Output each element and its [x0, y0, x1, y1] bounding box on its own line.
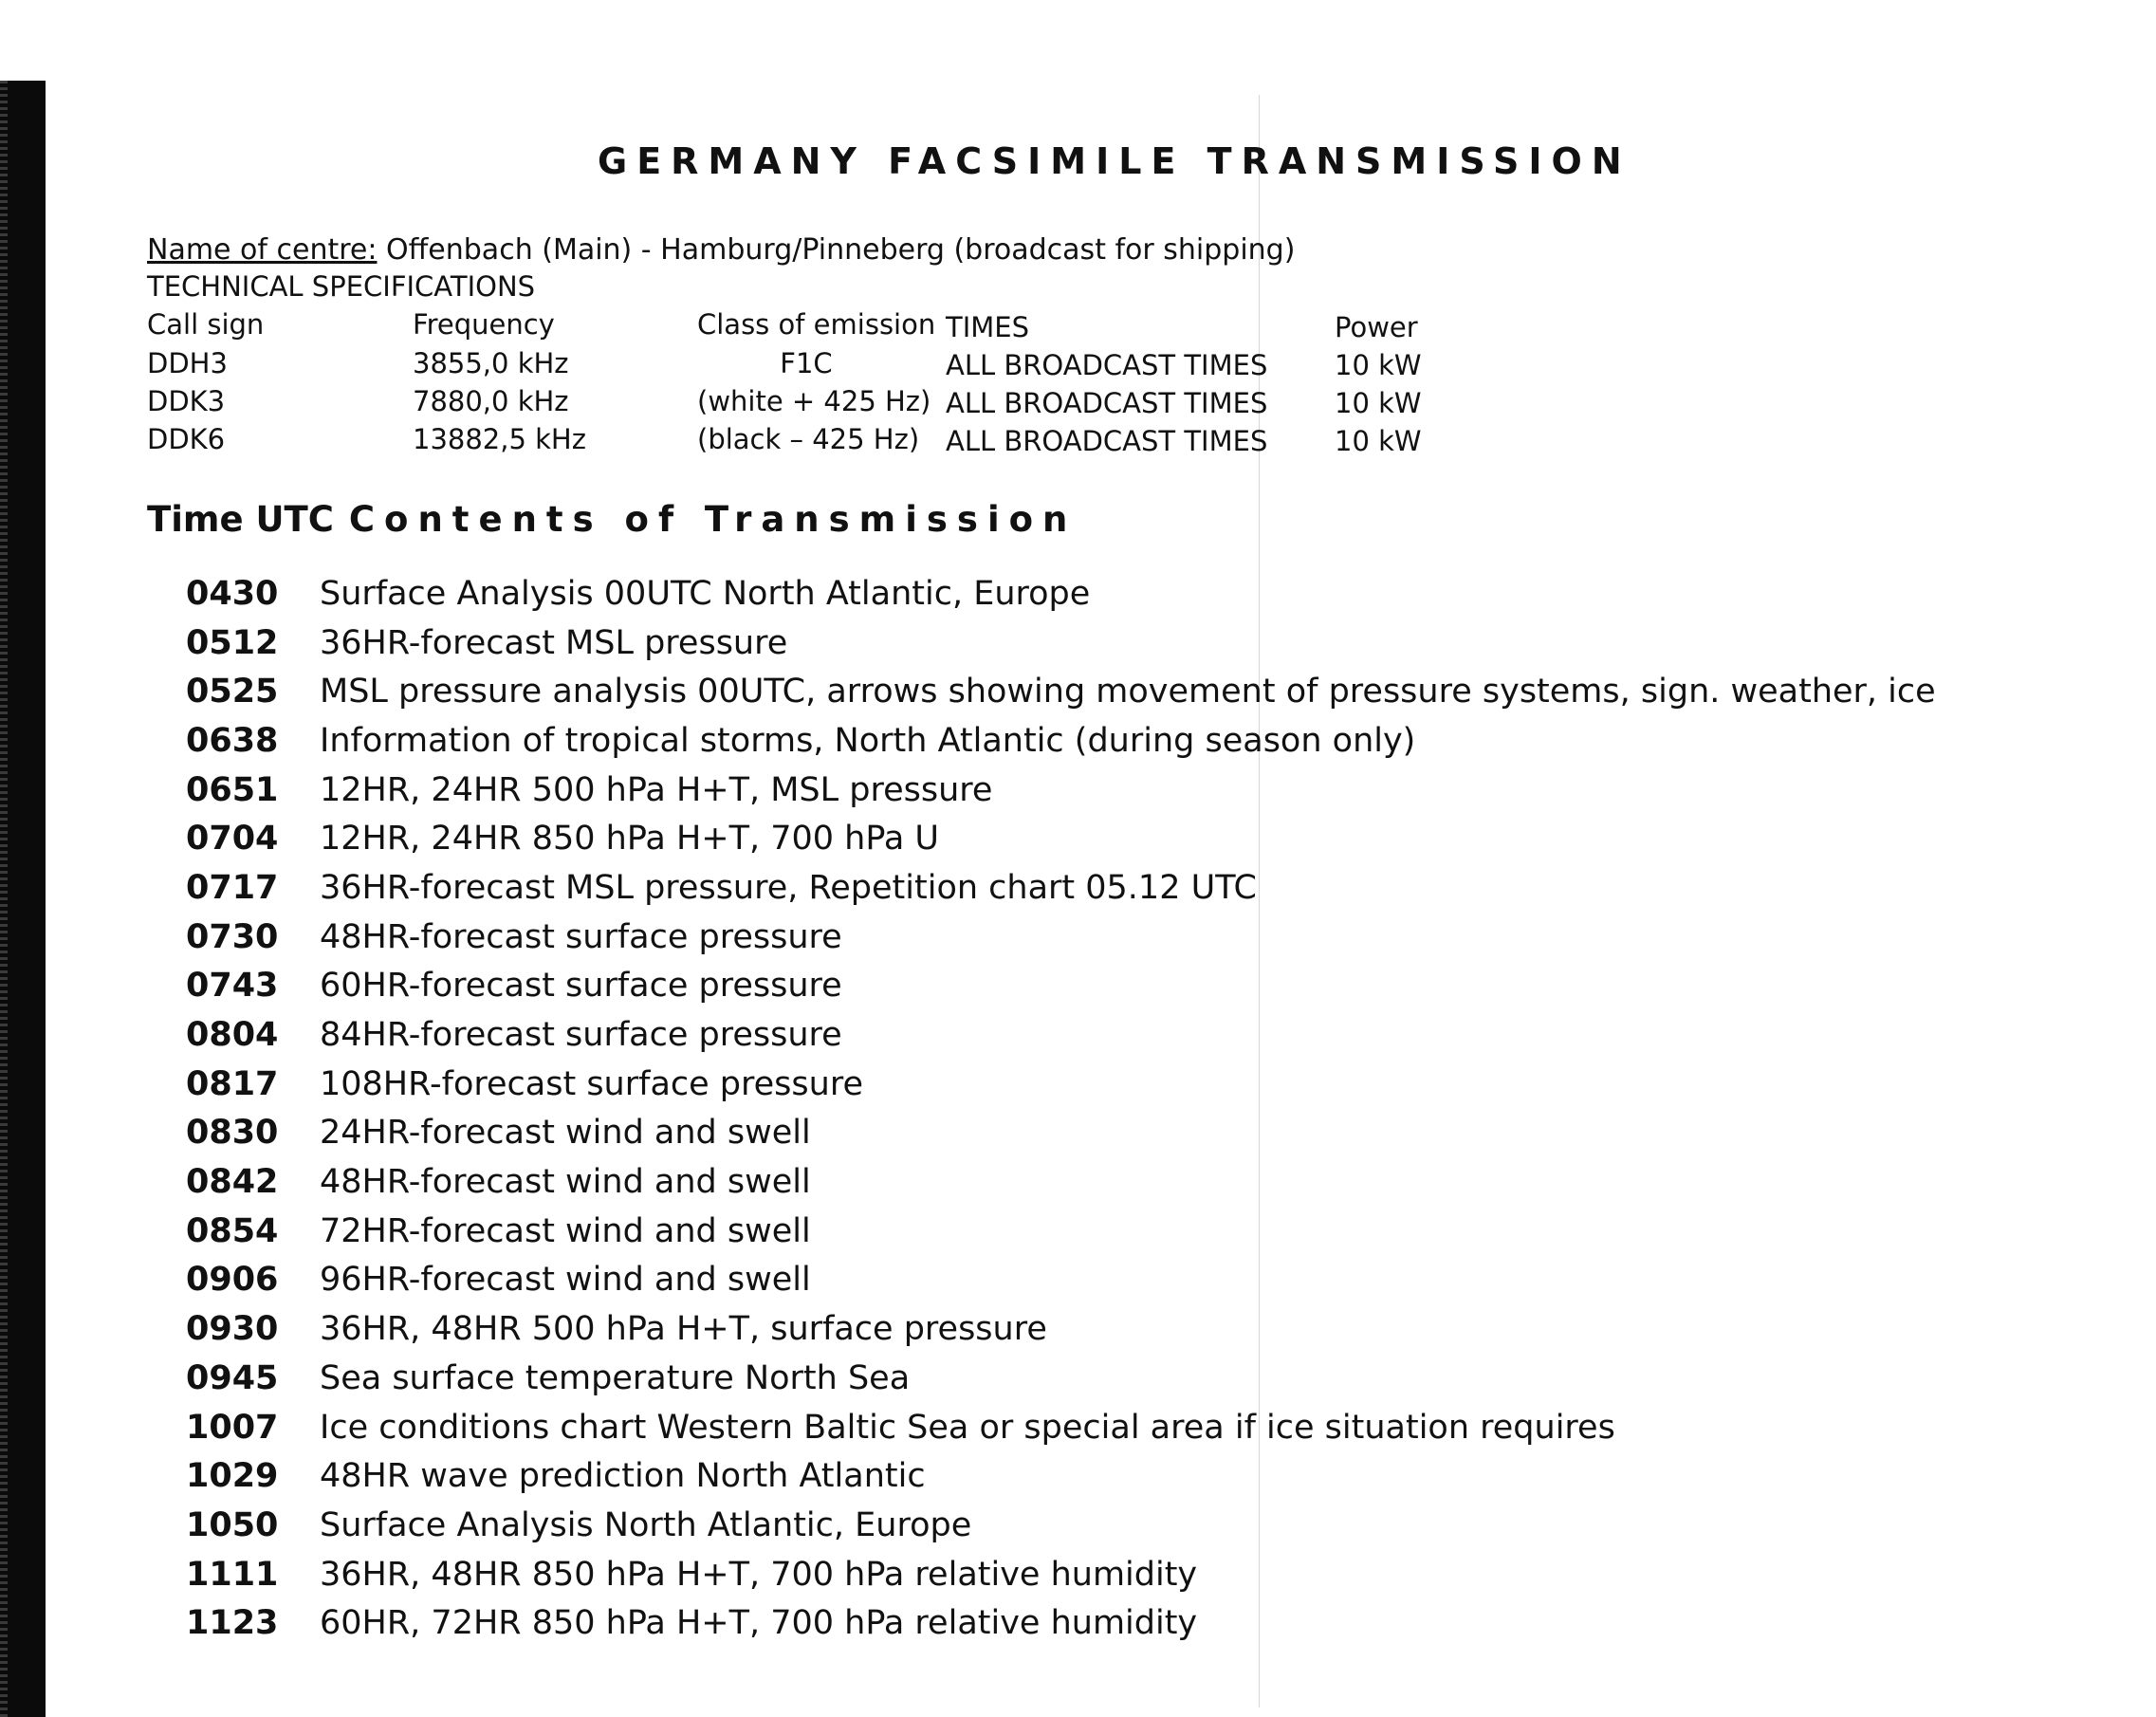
spec-call-sign: DDH3	[147, 347, 228, 379]
schedule-row	[186, 1010, 1936, 1060]
schedule-time: 0830	[186, 1114, 279, 1153]
schedule-time: 0804	[186, 1016, 279, 1055]
spec-power: 10 kW	[1335, 349, 1422, 381]
schedule-content: 48HR-forecast surface pressure	[320, 917, 842, 956]
schedule-content: 36HR-forecast MSL pressure	[320, 623, 788, 662]
schedule-time: 0906	[186, 1261, 279, 1300]
transmission-schedule	[186, 569, 1936, 1648]
schedule-row	[186, 863, 1936, 913]
schedule-time: 0945	[186, 1358, 279, 1397]
schedule-content: 12HR, 24HR 500 hPa H+T, MSL pressure	[320, 770, 993, 809]
schedule-content: 36HR, 48HR 850 hPa H+T, 700 hPa relative humidity	[320, 1555, 1198, 1594]
schedule-time: 0930	[186, 1310, 279, 1349]
schedule-time: 0512	[186, 623, 279, 662]
schedule-row	[186, 1060, 1936, 1109]
schedule-row	[186, 618, 1936, 668]
spec-frequency: 13882,5 kHz	[413, 423, 586, 455]
schedule-row	[186, 962, 1936, 1011]
schedule-time: 0704	[186, 820, 279, 858]
schedule-contents-heading: Contents of Transmission	[348, 499, 1078, 540]
schedule-content: 36HR, 48HR 500 hPa H+T, surface pressure	[320, 1310, 1047, 1349]
schedule-time: 1050	[186, 1505, 279, 1544]
schedule-time: 0817	[186, 1064, 279, 1103]
header-call-sign: Call sign	[147, 308, 265, 341]
header-times: TIMES	[946, 311, 1030, 343]
schedule-row	[186, 1256, 1936, 1305]
schedule-content: 12HR, 24HR 850 hPa H+T, 700 hPa U	[320, 820, 940, 858]
schedule-content: 60HR-forecast surface pressure	[320, 967, 842, 1006]
spec-frequency: 7880,0 kHz	[413, 385, 569, 417]
spec-power: 10 kW	[1335, 387, 1422, 419]
spec-class-of-emission: F1C	[780, 347, 833, 379]
schedule-content: 60HR, 72HR 850 hPa H+T, 700 hPa relative humidity	[320, 1604, 1198, 1643]
schedule-time-heading: Time UTC	[147, 499, 334, 540]
schedule-time: 0842	[186, 1163, 279, 1202]
schedule-content: Ice conditions chart Western Baltic Sea or special area if ice situation requires	[320, 1408, 1615, 1447]
schedule-content: Information of tropical storms, North Atlantic (during season only)	[320, 721, 1416, 760]
schedule-row	[186, 1354, 1936, 1403]
spec-power: 10 kW	[1335, 425, 1422, 457]
spec-call-sign: DDK3	[147, 385, 226, 417]
schedule-time: 0638	[186, 721, 279, 760]
spec-times: ALL BROADCAST TIMES	[946, 349, 1268, 381]
spec-call-sign: DDK6	[147, 423, 226, 455]
schedule-content: Sea surface temperature North Sea	[320, 1358, 911, 1397]
schedule-row	[186, 1109, 1936, 1158]
schedule-content: Surface Analysis 00UTC North Atlantic, Europe	[320, 574, 1091, 613]
schedule-row	[186, 766, 1936, 815]
spec-class-of-emission: (black – 425 Hz)	[697, 423, 920, 455]
schedule-content: MSL pressure analysis 00UTC, arrows showing movement of pressure systems, sign. weather, ice	[320, 673, 1936, 711]
header-frequency: Frequency	[413, 308, 555, 341]
centre-value: Offenbach (Main) - Hamburg/Pinneberg (broadcast for shipping)	[386, 233, 1296, 267]
schedule-time: 0430	[186, 574, 279, 613]
schedule-row	[186, 1304, 1936, 1354]
schedule-row	[186, 1598, 1936, 1648]
schedule-row	[186, 1207, 1936, 1256]
schedule-content: 48HR-forecast wind and swell	[320, 1163, 811, 1202]
schedule-content: 84HR-forecast surface pressure	[320, 1016, 842, 1055]
schedule-row	[186, 1550, 1936, 1599]
scan-edge-bar	[0, 81, 46, 1717]
schedule-time: 0730	[186, 917, 279, 956]
schedule-content: 108HR-forecast surface pressure	[320, 1064, 863, 1103]
schedule-row	[186, 569, 1936, 618]
schedule-row	[186, 1451, 1936, 1501]
schedule-time: 1007	[186, 1408, 279, 1447]
schedule-time: 1111	[186, 1555, 279, 1594]
spec-times: ALL BROADCAST TIMES	[946, 425, 1268, 457]
header-class-of-emission: Class of emission	[697, 308, 936, 341]
schedule-content: 48HR wave prediction North Atlantic	[320, 1457, 926, 1496]
schedule-time: 1029	[186, 1457, 279, 1496]
schedule-time: 0525	[186, 673, 279, 711]
schedule-content: 72HR-forecast wind and swell	[320, 1211, 811, 1250]
schedule-row	[186, 913, 1936, 962]
schedule-time: 1123	[186, 1604, 279, 1643]
schedule-row	[186, 1501, 1936, 1550]
schedule-content: 36HR-forecast MSL pressure, Repetition chart 05.12 UTC	[320, 868, 1257, 907]
schedule-row	[186, 1157, 1936, 1207]
technical-specifications-heading: TECHNICAL SPECIFICATIONS	[147, 270, 536, 303]
schedule-row	[186, 716, 1936, 766]
schedule-row	[186, 667, 1936, 716]
schedule-time: 0651	[186, 770, 279, 809]
centre-label: Name of centre:	[147, 233, 378, 267]
schedule-time: 0743	[186, 967, 279, 1006]
schedule-heading	[147, 499, 1077, 540]
spec-frequency: 3855,0 kHz	[413, 347, 569, 379]
page-title: GERMANY FACSIMILE TRANSMISSION	[598, 140, 1631, 182]
centre-line	[147, 233, 1295, 267]
spec-times: ALL BROADCAST TIMES	[946, 387, 1268, 419]
schedule-row	[186, 814, 1936, 863]
schedule-row	[186, 1403, 1936, 1452]
schedule-content: 24HR-forecast wind and swell	[320, 1114, 811, 1153]
schedule-content: Surface Analysis North Atlantic, Europe	[320, 1505, 972, 1544]
schedule-content: 96HR-forecast wind and swell	[320, 1261, 811, 1300]
schedule-time: 0717	[186, 868, 279, 907]
header-power: Power	[1335, 311, 1418, 343]
schedule-time: 0854	[186, 1211, 279, 1250]
spec-class-of-emission: (white + 425 Hz)	[697, 385, 931, 417]
